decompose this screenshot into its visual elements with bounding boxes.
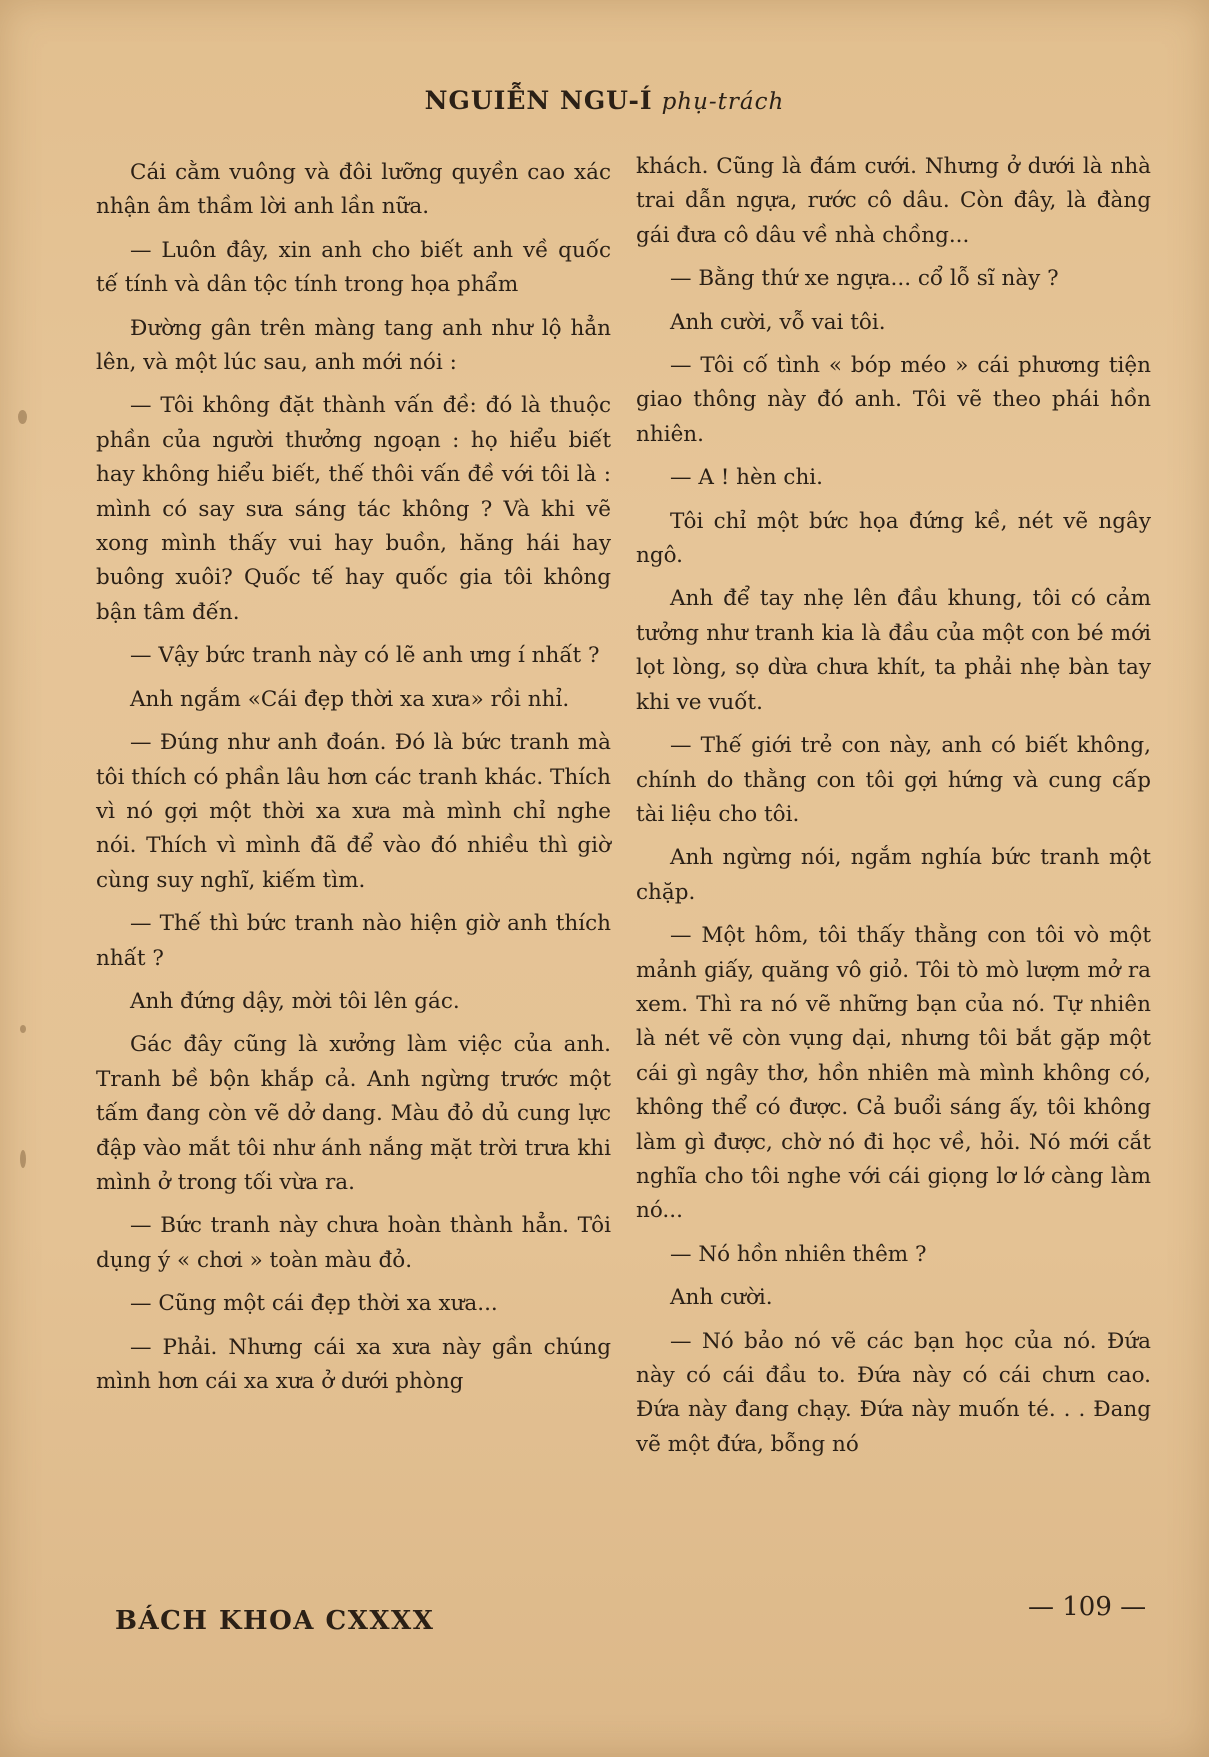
author-role: phụ-trách <box>661 89 785 115</box>
paragraph: — Vậy bức tranh này có lẽ anh ưng í nhất ? <box>130 643 600 669</box>
author-name: NGUIỄN NGU-Í <box>424 86 653 115</box>
paragraph: Gác đây cũng là xưởng làm việc của anh. Tranh bề bộn khắp cả. Anh ngừng trước một tấm đang còn vẽ dở dang. Màu đỏ dủ cung lực đập vào mắt tôi như ánh nắng mặt trời trưa khi mình ở trong tối vừa ra. <box>96 1032 611 1195</box>
paragraph: — Đúng như anh đoán. Đó là bức tranh mà tôi thích có phần lâu hơn các tranh khác. Thích vì nó gợi một thời xa xưa mà mình chỉ nghe nói. Thích vì mình đã để vào đó nhiều thì giờ cùng suy nghĩ, kiếm tìm. <box>96 730 611 893</box>
paragraph: khách. Cũng là đám cưới. Nhưng ở dưới là nhà trai dẫn ngựa, rước cô dâu. Còn đây, là đàng gái đưa cô dâu về nhà chồng... <box>636 154 1151 248</box>
paragraph: — Tôi không đặt thành vấn đề: đó là thuộc phần của người thưởng ngoạn : họ hiểu biết hay không hiểu biết, thế thôi vấn đề với tôi là : mình có say sưa sáng tác không ? Và khi vẽ xong mình thấy vui hay buồn, hăng hái hay buông xuôi? Quốc tế hay quốc gia tôi không bận tâm đến. <box>96 393 611 625</box>
paper-stain <box>20 1150 26 1168</box>
paragraph: — Bức tranh này chưa hoàn thành hẳn. Tôi dụng ý « chơi » toàn màu đỏ. <box>96 1213 611 1273</box>
paper-stain <box>20 1025 26 1033</box>
paragraph: Anh đứng dậy, mời tôi lên gác. <box>130 988 460 1014</box>
page-number: — 109 — <box>1028 1592 1147 1622</box>
paragraph: — Thế giới trẻ con này, anh có biết không, chính do thằng con tôi gợi hứng và cung cấp tài liệu cho tôi. <box>636 733 1151 827</box>
paragraph: Anh ngắm «Cái đẹp thời xa xưa» rồi nhỉ. <box>130 686 570 712</box>
paragraph: Đường gân trên màng tang anh như lộ hẳn lên, và một lúc sau, anh mới nói : <box>96 315 611 376</box>
paragraph: Anh ngừng nói, ngắm nghía bức tranh một chặp. <box>636 845 1151 905</box>
paragraph: — Một hôm, tôi thấy thằng con tôi vò một mảnh giấy, quăng vô giỏ. Tôi tò mò lượm mở ra xem. Thì ra nó vẽ những bạn của nó. Tự nhiên là nét vẽ còn vụng dại, nhưng tôi bắt gặp một cái gì ngây thơ, hồn nhiên mà mình không có, không thể có được. Cả buổi sáng ấy, tôi không làm gì được, chờ nó đi học về, hỏi. Nó mới cắt nghĩa cho tôi nghe với cái giọng lơ lớ càng làm nó... <box>636 923 1151 1224</box>
paragraph: — A ! hèn chi. <box>670 465 824 491</box>
magazine-title: BÁCH KHOA CXXXX <box>115 1606 435 1636</box>
paragraph: — Phải. Nhưng cái xa xưa này gần chúng mình hơn cái xa xưa ở dưới phòng <box>96 1334 611 1394</box>
paragraph: Tôi chỉ một bức họa đứng kề, nét vẽ ngây ngô. <box>636 508 1151 569</box>
paragraph: Anh để tay nhẹ lên đầu khung, tôi có cảm tưởng như tranh kia là đầu của một con bé mới lọt lòng, sọ dừa chưa khít, ta phải nhẹ bàn tay khi ve vuốt. <box>636 586 1151 715</box>
paragraph: — Nó hồn nhiên thêm ? <box>670 1241 927 1267</box>
paragraph: — Thế thì bức tranh nào hiện giờ anh thích nhất ? <box>96 911 611 971</box>
paragraph: — Cũng một cái đẹp thời xa xưa... <box>130 1291 498 1317</box>
paragraph: — Bằng thứ xe ngựa... cổ lỗ sĩ này ? <box>670 266 1059 292</box>
left-column <box>96 156 611 1408</box>
page-header <box>0 86 1209 115</box>
paragraph: Anh cười. <box>670 1285 773 1311</box>
right-column <box>636 150 1151 1471</box>
paragraph: Anh cười, vỗ vai tôi. <box>670 309 886 335</box>
paper-stain <box>18 410 27 424</box>
paragraph: Cái cằm vuông và đôi lưỡng quyền cao xác nhận âm thầm lời anh lần nữa. <box>96 160 611 220</box>
paragraph: — Nó bảo nó vẽ các bạn học của nó. Đứa này có cái đầu to. Đứa này có cái chưn cao. Đứa này đang chạy. Đứa này muốn té. . . Đang vẽ một đứa, bỗng nó <box>636 1328 1151 1457</box>
paragraph: — Luôn đây, xin anh cho biết anh về quốc tế tính và dân tộc tính trong họa phẩm <box>96 237 611 298</box>
paragraph: — Tôi cố tình « bóp méo » cái phương tiện giao thông này đó anh. Tôi vẽ theo phái hồn nhiên. <box>636 353 1151 447</box>
